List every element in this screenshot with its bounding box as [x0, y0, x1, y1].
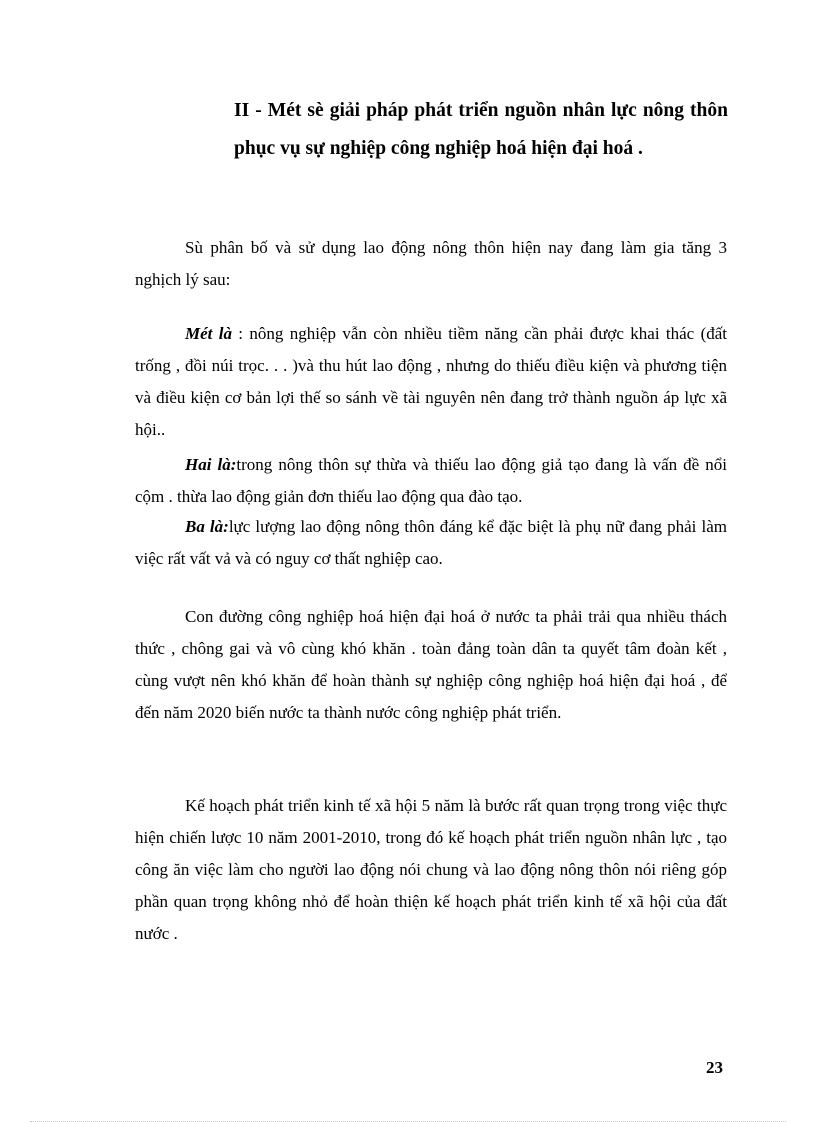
point-three-paragraph: [135, 511, 727, 575]
point-three-text: lực lượng lao động nông thôn đáng kể đặc biệt là phụ nữ đang phải làm việc rất vất vả và có nguy cơ thất nghiệp cao.: [135, 517, 727, 568]
point-two-lead: Hai là:: [185, 455, 237, 474]
point-one-text: : nông nghiệp vẫn còn nhiều tiềm năng cần phải được khai thác (đất trống , đồi núi trọc. . . )và thu hút lao động , nhưng do thiếu điều kiện và phương tiện và điều kiện cơ bản lợi thế so sánh về tài nguyên nên đang trở thành nguồn áp lực xã hội..: [135, 324, 727, 439]
point-three-lead: Ba là:: [185, 517, 229, 536]
page-number: 23: [706, 1058, 723, 1077]
point-one-paragraph: [135, 318, 727, 446]
intro-paragraph: [135, 232, 727, 296]
page-bottom-rule: [30, 1121, 786, 1122]
point-two-paragraph: [135, 449, 727, 513]
plan-paragraph: [135, 790, 727, 950]
intro-text: Sù phân bố và sử dụng lao động nông thôn hiện nay đang làm gia tăng 3 nghịch lý sau:: [135, 238, 727, 289]
plan-text: Kế hoạch phát triển kinh tế xã hội 5 năm là bước rất quan trọng trong việc thực hiện chiến lược 10 năm 2001-2010, trong đó kế hoạch phát triển nguồn nhân lực , tạo công ăn việc làm cho người lao động nói chung và lao động nông thôn nói riêng góp phần quan trọng không nhỏ để hoàn thiện kế hoạch phát triển kinh tế xã hội của đất nước .: [135, 796, 727, 943]
industrialization-paragraph: [135, 601, 727, 729]
industrialization-text: Con đường công nghiệp hoá hiện đại hoá ở nước ta phải trải qua nhiều thách thức , chông gai và vô cùng khó khăn . toàn đảng toàn dân ta quyết tâm đoàn kết , cùng vượt nên khó khăn để hoàn thành sự nghiệp công nghiệp hoá hiện đại hoá , để đến năm 2020 biến nước ta thành nước công nghiệp phát triển.: [135, 607, 727, 722]
point-one-lead: Mét là: [185, 324, 232, 343]
point-two-text: trong nông thôn sự thừa và thiếu lao động giả tạo đang là vấn đề nổi cộm . thừa lao động giản đơn thiếu lao động qua đào tạo.: [135, 455, 727, 506]
section-heading: II - Mét sè giải pháp phát triển nguồn nhân lực nông thôn phục vụ sự nghiệp công nghiệp hoá hiện đại hoá .: [234, 100, 728, 159]
